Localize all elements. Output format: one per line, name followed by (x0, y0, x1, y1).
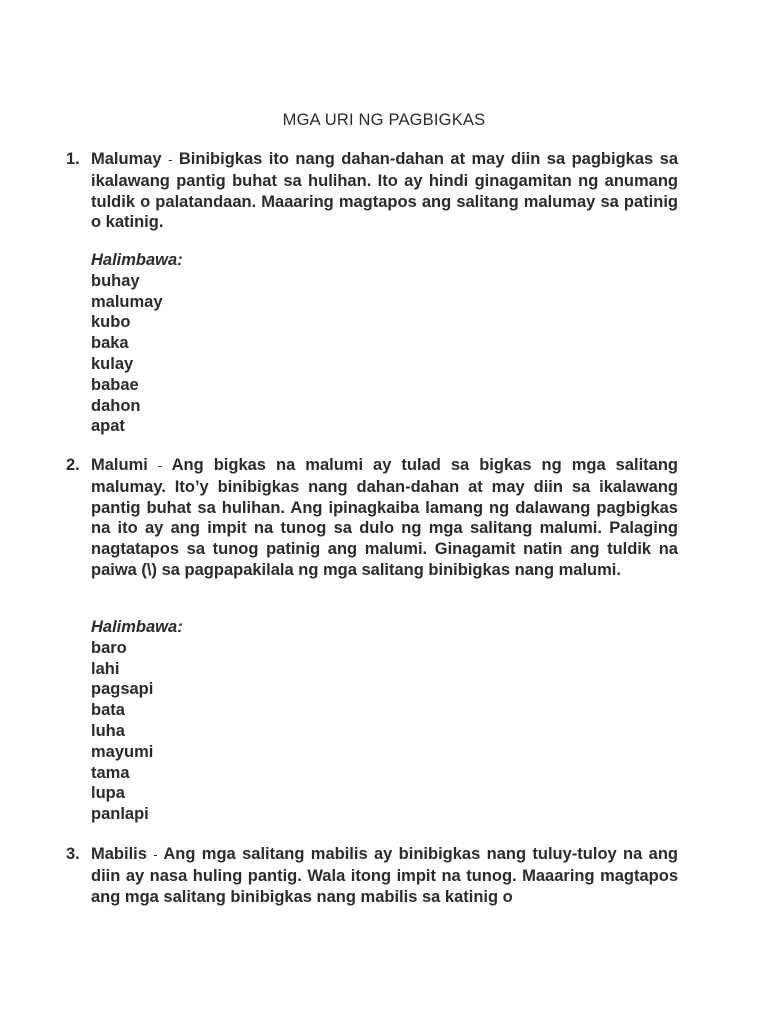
example-word: kubo (91, 313, 131, 332)
item-body (91, 844, 678, 907)
list-item-malumi (66, 455, 678, 581)
example-word: tama (91, 763, 130, 782)
item-description: Ang bigkas na malumi ay tulad sa bigkas ng mga salitang malumay. Ito’y binibigkas nang dahan-dahan at may diin sa ikalawang pantig buhat sa hulihan. Ang ipinagkaiba lamang ng dalawang pagbigkas na ito ay ang impit na tunog sa dulo ng mga salitang malumi. Palaging nagtatapos sa tunog patinig ang malumi. Ginagamit natin ang tuldik na paiwa (\) sa pagpapakilala ng mga salitang binibigkas nang malumi. (91, 456, 678, 579)
example-word: mayumi (91, 742, 154, 761)
list-item-mabilis (66, 844, 678, 907)
item-description: Binibigkas ito nang dahan-dahan at may diin sa pagbigkas sa ikalawang pantig buhat sa hulihan. Ito ay hindi ginagamitan ng anumang tuldik o palatandaan. Maaaring magtapos ang salitang malumay sa patinig o katinig. (91, 150, 678, 232)
item-term: Mabilis (91, 845, 147, 863)
item-separator: - (168, 152, 173, 167)
item-term: Malumay (91, 150, 162, 168)
item-number: 3. (66, 845, 80, 863)
item-body (91, 149, 678, 233)
examples-heading: Halimbawa: (91, 251, 183, 269)
example-word: lahi (91, 659, 120, 678)
example-word: lupa (91, 784, 125, 803)
list-item-malumay (66, 149, 678, 233)
item-separator: - (153, 847, 158, 862)
example-word: bata (91, 701, 125, 720)
example-word: apat (91, 417, 125, 436)
example-word: buhay (91, 271, 140, 290)
example-word: malumay (91, 292, 163, 311)
examples-malumi (91, 617, 183, 825)
example-word: baka (91, 334, 129, 353)
item-number: 1. (66, 150, 80, 168)
examples-heading: Halimbawa: (91, 618, 183, 636)
example-word: dahon (91, 396, 141, 415)
item-term: Malumi (91, 456, 148, 474)
item-description: Ang mga salitang mabilis ay binibigkas nang tuluy-tuloy na ang diin ay nasa huling pantig. Wala itong impit na tunog. Maaaring magtapos ang mga salitang binibigkas nang mabilis sa katinig o (91, 845, 678, 906)
example-word: panlapi (91, 805, 149, 824)
example-word: pagsapi (91, 680, 154, 699)
document-title: MGA URI NG PAGBIGKAS (282, 111, 486, 129)
example-word: luha (91, 721, 125, 740)
item-number: 2. (66, 456, 80, 474)
example-word: babae (91, 375, 139, 394)
item-body (91, 455, 678, 581)
examples-malumay (91, 250, 183, 437)
example-word: kulay (91, 354, 134, 373)
example-word: baro (91, 638, 127, 657)
item-separator: - (157, 458, 163, 473)
